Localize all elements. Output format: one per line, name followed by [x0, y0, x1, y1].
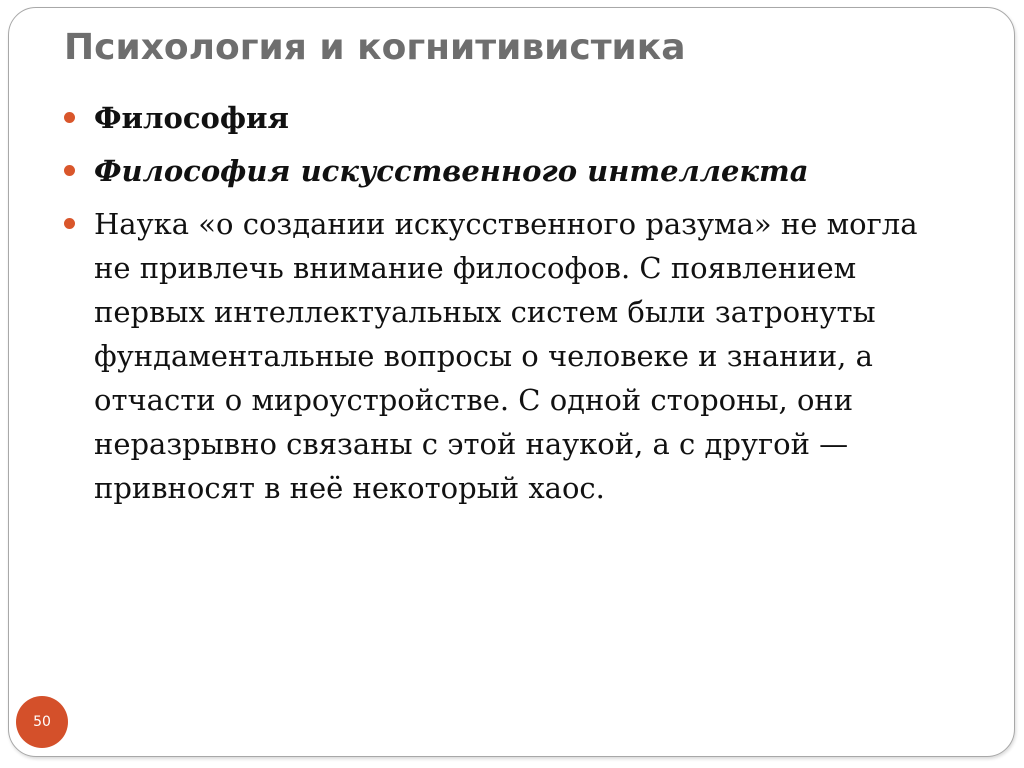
bullet-text: Философия искусственного интеллекта — [94, 154, 809, 188]
bullet-item-philosophy — [64, 96, 944, 140]
slide-number-badge: 50 — [16, 696, 68, 748]
slide-title: Психология и когнитивистика — [64, 27, 686, 68]
bullet-marker-icon — [64, 112, 75, 123]
bullet-item-description — [64, 202, 944, 510]
bullet-marker-icon — [64, 165, 75, 176]
bullet-text: Наука «о создании искусственного разума» не могла не привлечь внимание философов. С появлением первых интеллектуальных систем были затронуты фундаментальные вопросы о человеке и знании, а отчасти о мироустройстве. С одной стороны, они неразрывно связаны с этой наукой, а с другой — привносят в неё некоторый хаос. — [94, 207, 918, 505]
bullet-list — [64, 96, 944, 519]
bullet-text: Философия — [94, 101, 289, 135]
bullet-item-ai-philosophy — [64, 149, 944, 193]
bullet-marker-icon — [64, 218, 75, 229]
